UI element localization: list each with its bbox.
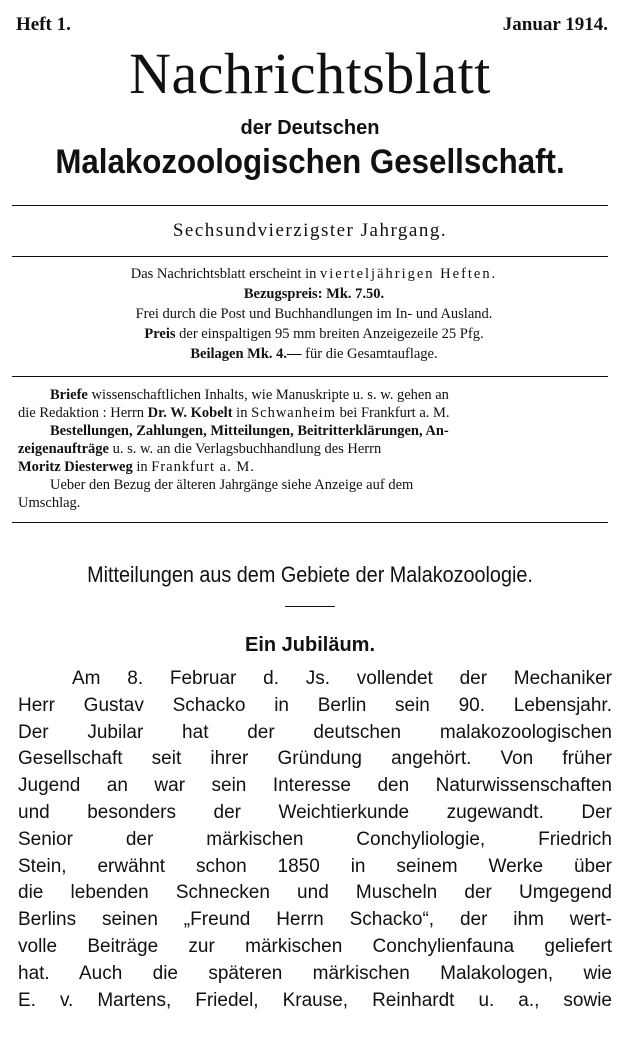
ad-price-label: Preis	[144, 326, 176, 342]
corr-line: Umschlag.	[18, 495, 81, 511]
issue-date: Januar 1914.	[502, 14, 608, 35]
supplement-price-text: für die Gesamtauflage.	[301, 346, 438, 362]
article-line: Gesellschaft seit ihrer Gründung angehört. Von früher	[18, 748, 612, 770]
masthead-subtitle: der Deutschen	[240, 117, 380, 139]
article-line: volle Beiträge zur märkischen Conchylienfauna geliefert	[18, 935, 612, 957]
article-line: hat. Auch die späteren märkischen Malakologen, wie	[18, 962, 612, 984]
short-divider	[285, 606, 335, 607]
info-line	[20, 284, 608, 304]
article-line: E. v. Martens, Friedel, Krause, Reinhardt u. a., sowie	[18, 989, 612, 1011]
article-line: Senior der märkischen Conchyliologie, Friedrich	[18, 828, 612, 850]
article-line: Stein, erwähnt schon 1850 in seinem Werke über	[18, 855, 612, 877]
publisher-place: Frankfurt a. M.	[151, 459, 255, 475]
info-text: Das Nachrichtsblatt erscheint in	[130, 266, 320, 282]
subscription-info	[20, 264, 608, 364]
info-line	[20, 324, 608, 344]
corr-text: die Redaktion : Herrn	[18, 405, 148, 421]
article-line: Jugend an war sein Interesse den Naturwissenschaften	[18, 775, 612, 797]
info-line	[20, 264, 608, 284]
masthead-society: Malakozoologischen Gesellschaft.	[55, 143, 565, 181]
corr-line	[18, 440, 610, 458]
article-line: und besonders der Weichtierkunde zugewandt. Der	[18, 801, 612, 823]
corr-text: in	[232, 405, 252, 421]
article-line: die lebenden Schnecken und Muscheln der Umgegend	[18, 882, 612, 904]
editor-name: Dr. W. Kobelt	[147, 405, 233, 421]
divider-volume	[12, 256, 608, 257]
correspondence-info	[18, 386, 610, 512]
info-text-spaced: vierteljährigen Heften.	[320, 266, 498, 282]
supplement-price-label: Beilagen Mk. 4.—	[190, 346, 302, 362]
divider-info	[12, 376, 608, 377]
article-line: Am 8. Februar d. Js. vollendet der Mechaniker	[72, 668, 612, 689]
corr-line	[18, 404, 610, 422]
editor-place: Schwanheim	[251, 405, 336, 421]
volume-line: Sechsundvierzigster Jahrgang.	[172, 220, 448, 241]
subscription-price-value: Mk. 7.50.	[322, 286, 385, 302]
corr-text: u. s. w. an die Verlagsbuchhandlung des Herrn	[109, 441, 382, 457]
corr-line	[18, 422, 610, 440]
corr-line	[18, 386, 610, 404]
corr-bold: Briefe	[50, 387, 88, 403]
article-line: Berlins seinen „Freund Herrn Schacko“, der ihm wert-	[18, 909, 612, 931]
article-body	[18, 666, 612, 1014]
divider-top	[12, 205, 608, 206]
subscription-price-label: Bezugspreis:	[243, 286, 323, 302]
section-title: Mitteilungen aus dem Gebiete der Malakozoologie.	[87, 562, 533, 587]
divider-section	[12, 522, 608, 523]
issue-number: Heft 1.	[16, 14, 71, 35]
corr-bold: zeigenaufträge	[18, 441, 109, 457]
masthead-title: Nachrichtsblatt	[129, 41, 491, 106]
info-line: Frei durch die Post und Buchhandlungen im In- und Ausland.	[135, 306, 493, 322]
publisher-name: Moritz Diesterweg	[18, 459, 133, 475]
article-line: Herr Gustav Schacko in Berlin sein 90. Lebensjahr.	[18, 694, 612, 716]
info-line	[20, 344, 608, 364]
corr-bold: Bestellungen, Zahlungen, Mitteilungen, Beitritterklärungen, An-	[50, 423, 449, 439]
article-line: Der Jubilar hat der deutschen malakozoologischen	[18, 721, 612, 743]
corr-text: wissenschaftlichen Inhalts, wie Manuskripte u. s. w. gehen an	[87, 387, 449, 403]
article-title: Ein Jubiläum.	[244, 634, 376, 656]
corr-line	[18, 458, 610, 476]
ad-price-text: der einspaltigen 95 mm breiten Anzeigezeile 25 Pfg.	[175, 326, 484, 342]
corr-line: Ueber den Bezug der älteren Jahrgänge siehe Anzeige auf dem	[50, 477, 414, 493]
corr-text: in	[132, 459, 152, 475]
corr-text: bei Frankfurt a. M.	[335, 405, 450, 421]
